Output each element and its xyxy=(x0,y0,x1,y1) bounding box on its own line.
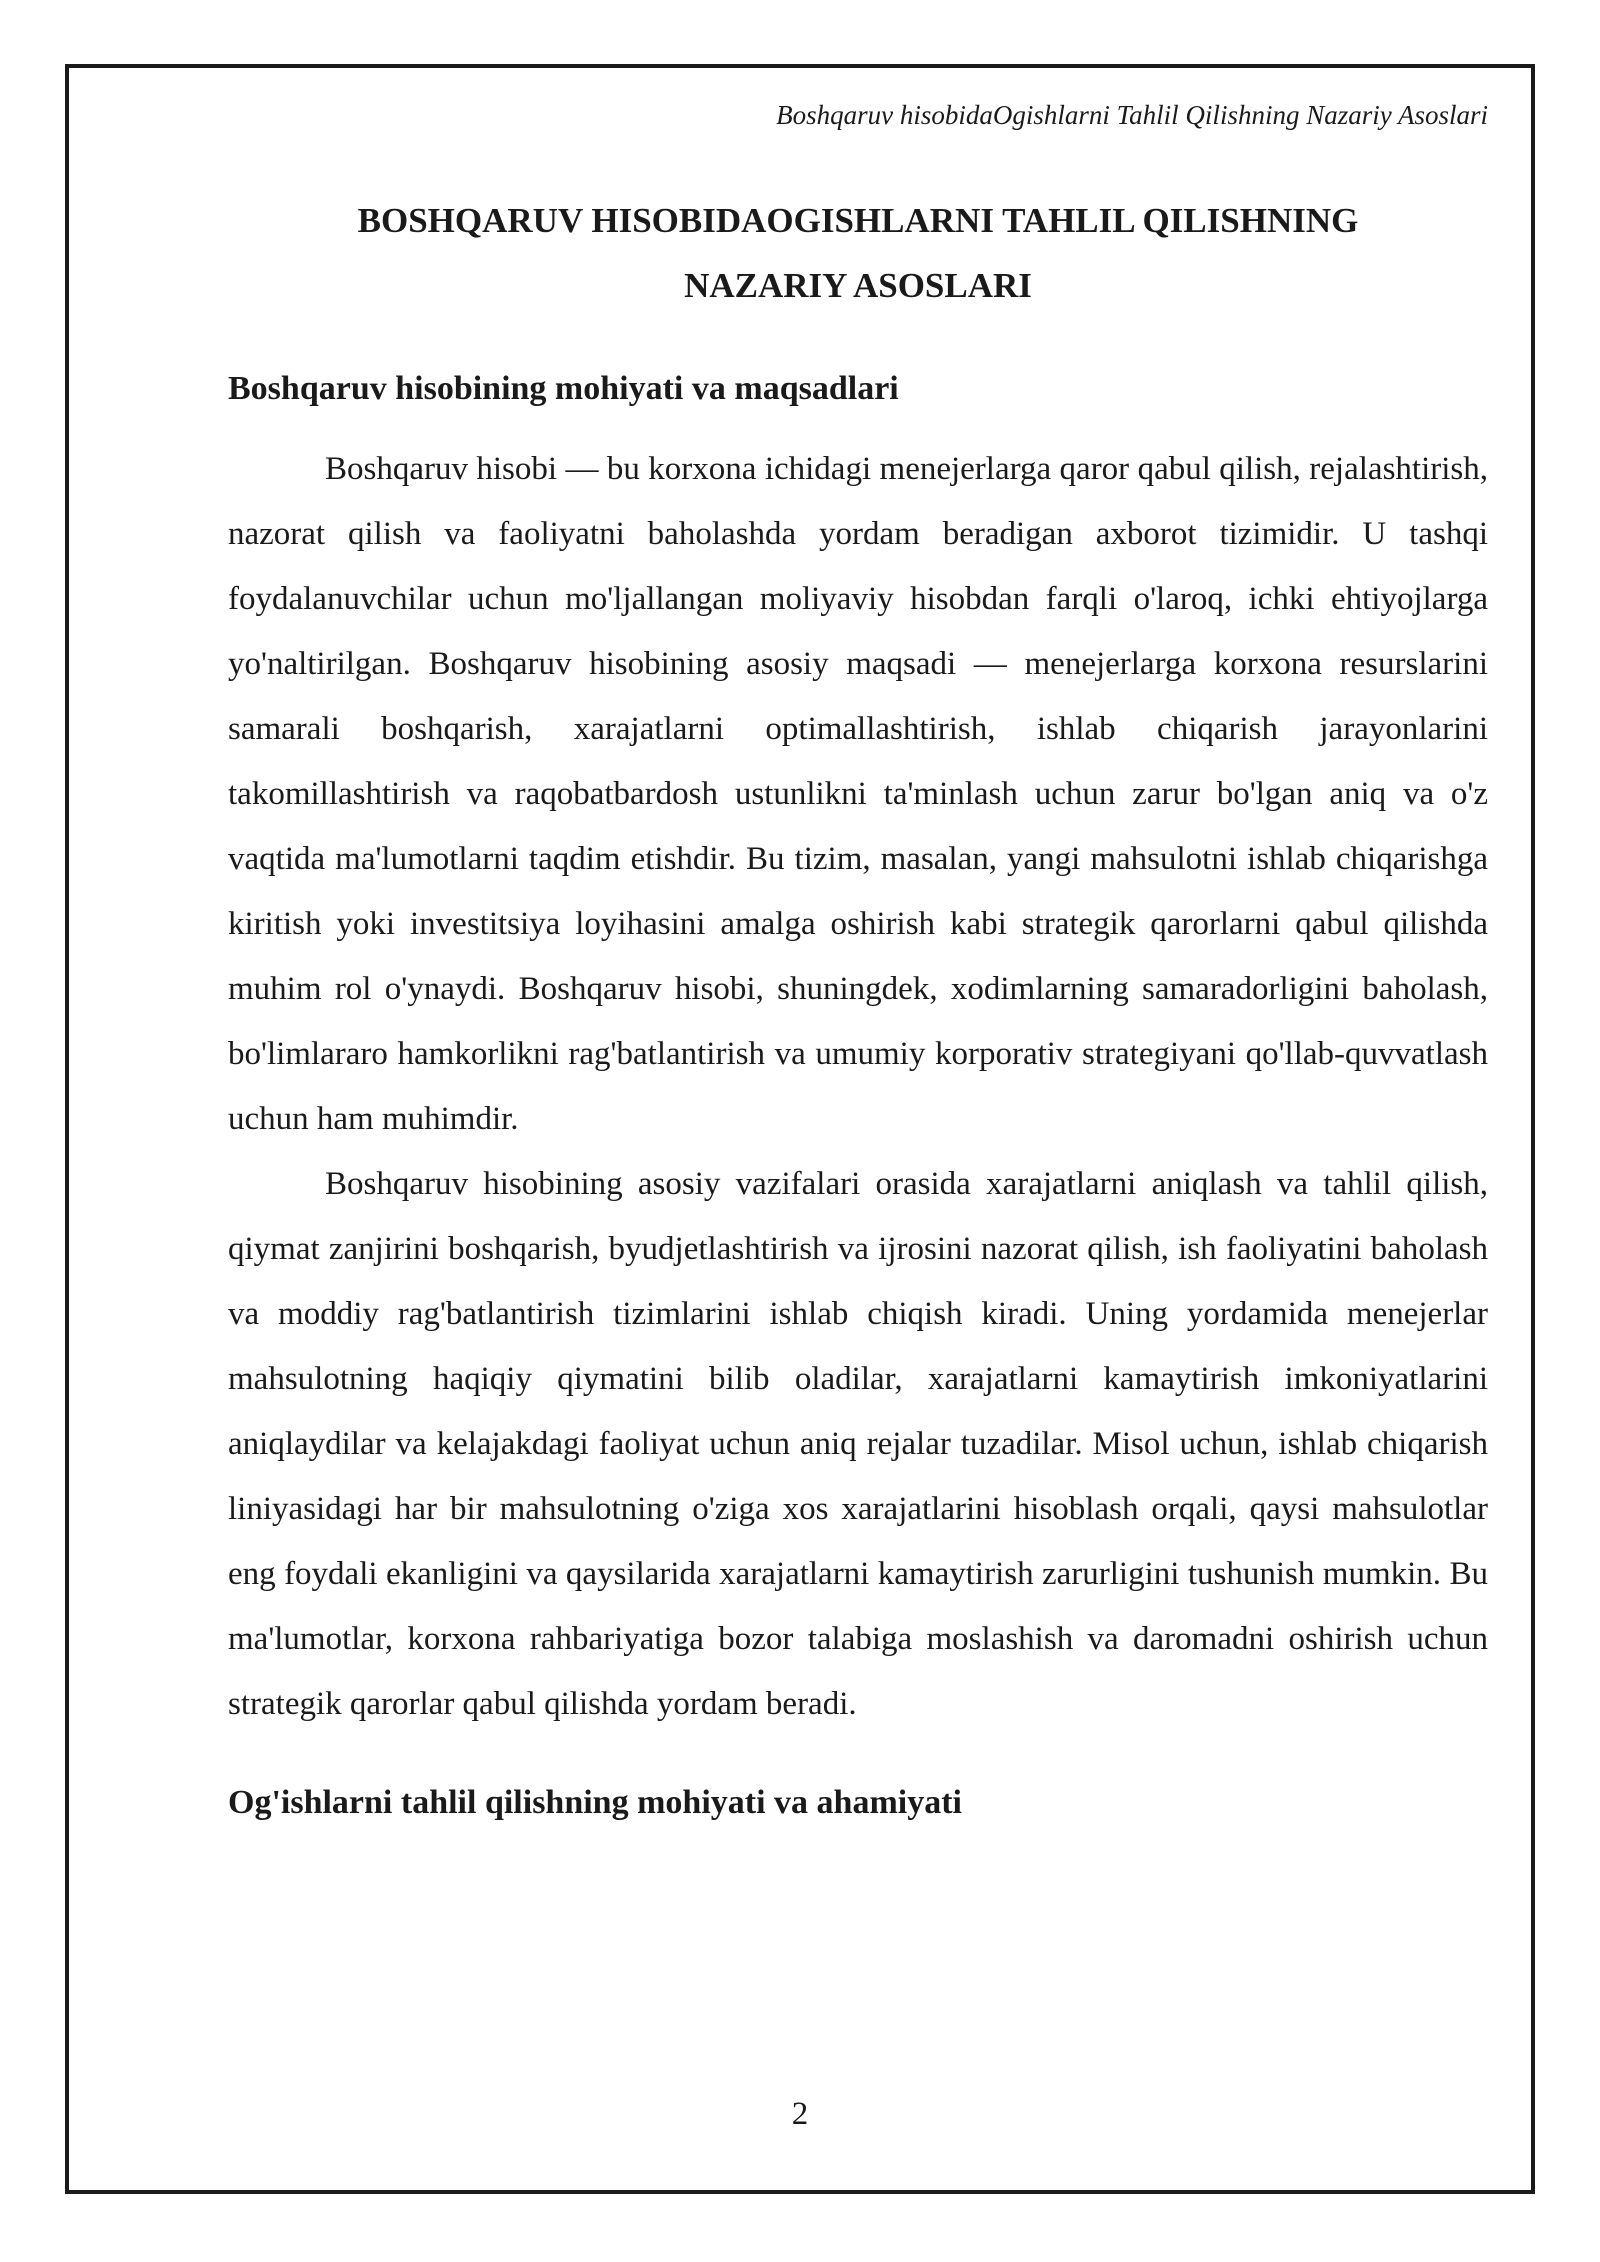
document-body xyxy=(228,356,1488,1851)
document-title-line-2: NAZARIY ASOSLARI xyxy=(684,266,1032,305)
section-heading: Boshqaruv hisobining mohiyati va maqsadlari xyxy=(228,370,899,407)
page-number: 2 xyxy=(791,2096,809,2132)
document-title-line-1: BOSHQARUV HISOBIDAOGISHLARNI TAHLIL QILISHNING xyxy=(357,201,1359,240)
document-title xyxy=(228,188,1488,318)
section-heading: Og'ishlarni tahlil qilishning mohiyati va ahamiyati xyxy=(228,1784,962,1821)
body-paragraph: Boshqaruv hisobining asosiy vazifalari orasida xarajatlarni aniqlash va tahlil qilish, qiymat zanjirini boshqarish, byudjetlashtirish va ijrosini nazorat qilish, ish faoliyatini baholash va moddiy rag'batlantirish tizimlarini ishlab chiqish kiradi. Uning yordamida menejerlar mahsulotning haqiqiy qiymatini bilib oladilar, xarajatlarni kamaytirish imkoniyatlarini aniqlaydilar va kelajakdagi faoliyat uchun aniq rejalar tuzadilar. Misol uchun, ishlab chiqarish liniyasidagi har bir mahsulotning o'ziga xos xarajatlarini hisoblash orqali, qaysi mahsulotlar eng foydali ekanligini va qaysilarida xarajatlarni kamaytirish zarurligini tushunish mumkin. Bu ma'lumotlar, korxona rahbariyatiga bozor talabiga moslashish va daromadni oshirish uchun strategik qarorlar qabul qilishda yordam beradi. xyxy=(228,1166,1488,1722)
running-header: Boshqaruv hisobidaOgishlarni Tahlil Qilishning Nazariy Asoslari xyxy=(776,100,1488,130)
body-paragraph: Boshqaruv hisobi — bu korxona ichidagi menejerlarga qaror qabul qilish, rejalashtirish, nazorat qilish va faoliyatni baholashda yordam beradigan axborot tizimidir. U tashqi foydalanuvchilar uchun mo'ljallangan moliyaviy hisobdan farqli o'laroq, ichki ehtiyojlarga yo'naltirilgan. Boshqaruv hisobining asosiy maqsadi — menejerlarga korxona resurslarini samarali boshqarish, xarajatlarni optimallashtirish, ishlab chiqarish jarayonlarini takomillashtirish va raqobatbardosh ustunlikni ta'minlash uchun zarur bo'lgan aniq va o'z vaqtida ma'lumotlarni taqdim etishdir. Bu tizim, masalan, yangi mahsulotni ishlab chiqarishga kiritish yoki investitsiya loyihasini amalga oshirish kabi strategik qarorlarni qabul qilishda muhim rol o'ynaydi. Boshqaruv hisobi, shuningdek, xodimlarning samaradorligini baholash, bo'limlararo hamkorlikni rag'batlantirish va umumiy korporativ strategiyani qo'llab-quvvatlash uchun ham muhimdir. xyxy=(228,451,1488,1137)
